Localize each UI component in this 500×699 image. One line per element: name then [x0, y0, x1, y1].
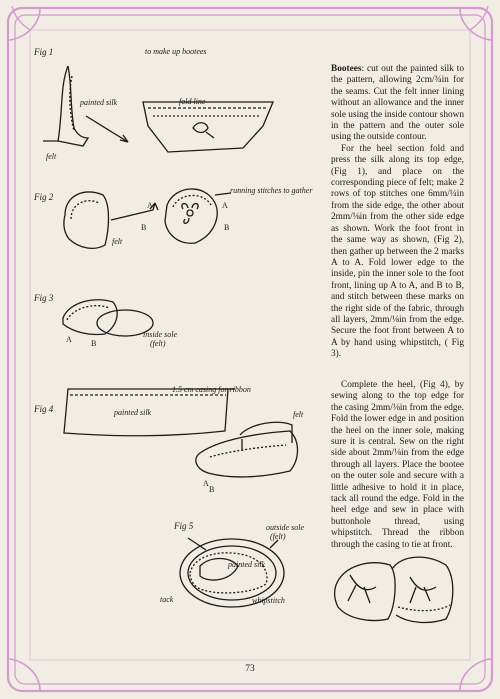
- fig4-mark-b: B: [209, 485, 215, 494]
- fig1-fold-line: fold line: [179, 97, 206, 106]
- fig5-outside-sole-sub: (felt): [270, 532, 286, 541]
- fig4-casing: 1.5 cm casing for ribbon: [172, 385, 251, 394]
- page-number: 73: [245, 664, 255, 674]
- fig2-running-stitches: running stitches to gather: [230, 186, 313, 195]
- instructions-bottom: [331, 380, 464, 551]
- instructions-para-3: Complete the heel, (Fig 4), by sewing along to the top edge for the casing 2mm/⅛in from the edge. Fold the lower edge in and position the heel on the inner sole, making sure it is central. Sew on the right side about 2mm/⅛in from the edge through all layers. Place the bootee on the outer sole and secure with a little adhesive to hold it in place, tack all round the edge. Fold in the heel edge and sew in place with buttonhole thread, using whipstitch. Thread the ribbon through the casing to tie at front.: [331, 380, 464, 550]
- fig4-mark-a: A: [203, 479, 209, 488]
- fig3-mark-a: A: [66, 335, 72, 344]
- fig4-felt: felt: [293, 410, 304, 419]
- fig4-drawing: [60, 383, 320, 488]
- fig5-label: Fig 5: [174, 521, 194, 531]
- instructions-top: [331, 64, 464, 361]
- fig1-caption: to make up bootees: [145, 47, 207, 56]
- fig3-mark-b: B: [91, 339, 97, 348]
- fig5-outside-sole: outside sole: [266, 523, 304, 532]
- fig2-drawing: [55, 175, 255, 260]
- instructions-para-2: For the heel section fold and press the silk along its top edge, (Fig 1), and place on the corresponding piece of felt; make 2 rows of top stitches one 6mm/¼in from the side edge, the other about 2mm/⅛in from the other side edge as shown. Work the foot front in the same way as shown, (Fig 2), then gather up between the 2 marks A to A. Fold lower edge to the inside, pin the inner sole to the foot front, lining up A to A, and B to B, and stitch between these marks on the right side of the fabric, through all layers, 2mm/⅛in from the edge. Secure the foot front between A to A by hand using whipstitch, ( Fig 3).: [331, 143, 464, 360]
- instructions-para-1-text: : cut out the painted silk to the pattern, allowing 2cm/¾in for the seams. Cut the felt inner lining without an allowance and the inner sole using the inside contour shown in the pattern and the outer sole using the outside contour.: [331, 64, 464, 143]
- fig3-label: Fig 3: [34, 293, 54, 303]
- fig4-painted-silk: painted silk: [114, 408, 152, 417]
- fig3-inside-sole: inside sole: [143, 330, 177, 339]
- fig4-label: Fig 4: [34, 404, 54, 414]
- instructions-heading: Bootees: [331, 64, 362, 74]
- fig5-painted-silk: painted silk: [228, 560, 266, 569]
- fig1-painted-silk: painted silk: [80, 98, 118, 107]
- fig2-felt: felt: [112, 237, 123, 246]
- fig2-mark-b-left: B: [141, 223, 147, 232]
- fig1-drawing: [38, 56, 278, 166]
- fig5-tack: tack: [160, 595, 174, 604]
- finished-bootees-drawing: [330, 545, 470, 635]
- fig5-whipstitch: whipstitch: [252, 596, 285, 605]
- fig1-felt: felt: [46, 152, 57, 161]
- fig1-label: Fig 1: [34, 47, 54, 57]
- fig3-inside-sole-sub: (felt): [150, 339, 166, 348]
- fig2-mark-a-left: A: [147, 201, 153, 210]
- fig2-mark-b-right: B: [224, 223, 230, 232]
- fig2-mark-a-right: A: [222, 201, 228, 210]
- instructions-para-1: [331, 64, 464, 144]
- fig2-label: Fig 2: [34, 192, 54, 202]
